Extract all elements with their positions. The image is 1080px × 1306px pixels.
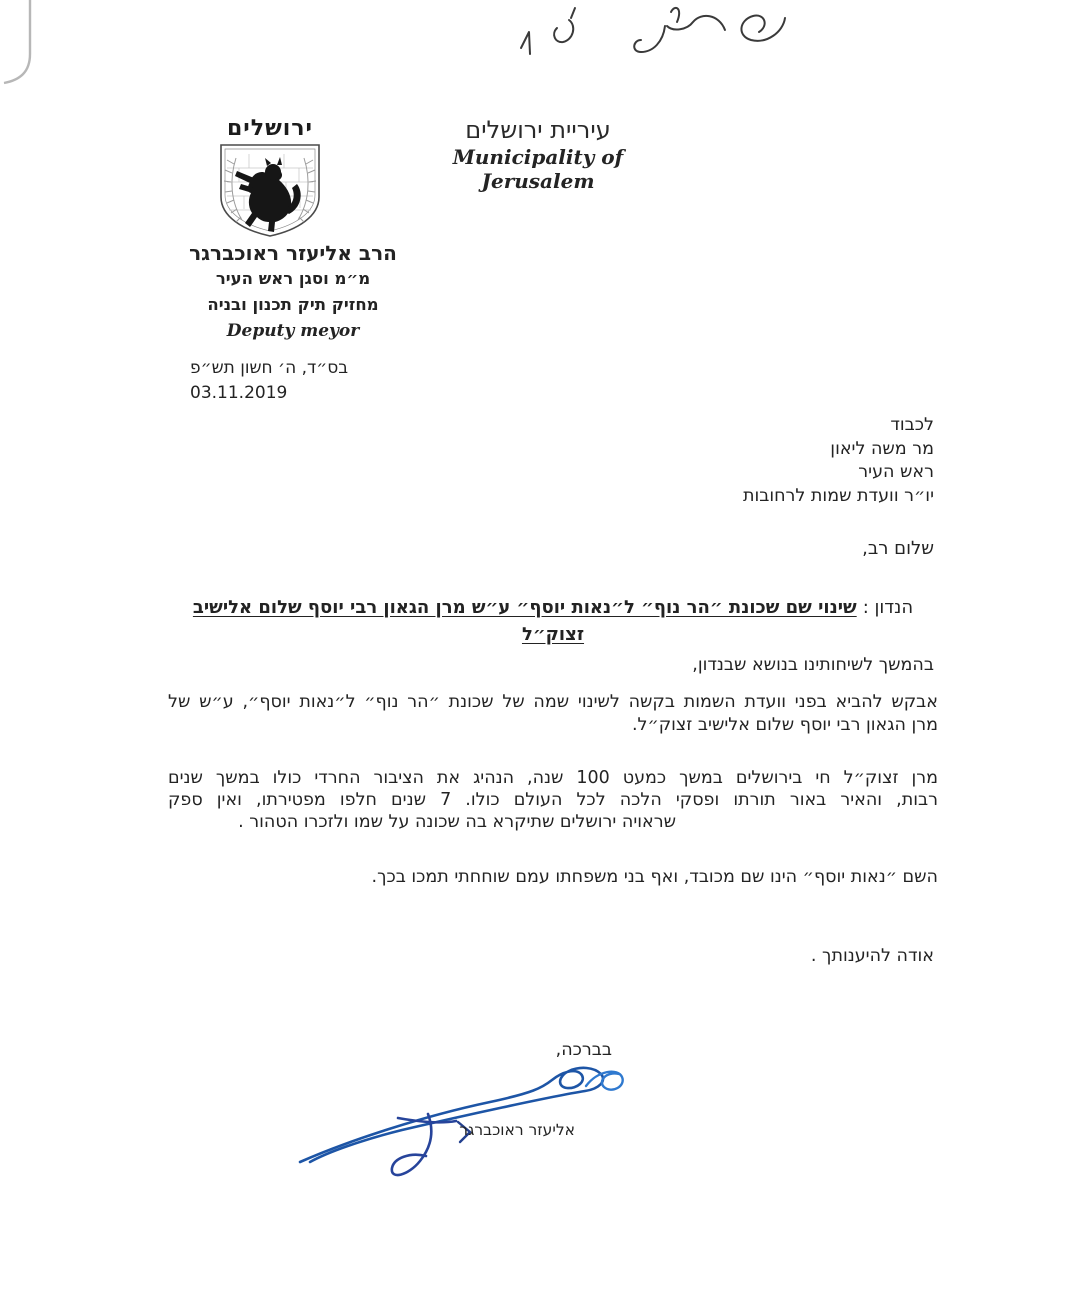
subject-label: הנדון : (862, 597, 914, 618)
official-letterhead (168, 240, 418, 344)
official-role-1: מ״מ וסגן ראש העיר (215, 269, 371, 288)
org-header (398, 116, 678, 193)
handwritten-note (425, 2, 795, 64)
paragraph-2-line-3: שראויה ירושלים שתיקרא בה שכונה על שמו ולזכרו הטהור . (238, 812, 676, 832)
signoff: בברכה, (555, 1040, 612, 1060)
subject-text-1: שינוי שם שכונת ״הר נוף״ ל״נאות יוסף״ ע״ש מרן הגאון רבי יוסף שלום אלישיב (192, 597, 857, 618)
paragraph-2 (168, 767, 938, 833)
subject-line-2 (166, 621, 940, 648)
paragraph-1-line-1: אבקש להביא בפני וועדת השמות בקשה לשינוי שמה של שכונת ״הר נוף״ ל״נאות יוסף״, ע״ש של (168, 692, 938, 712)
signer-name: אליעזר ראוכברגר (459, 1121, 575, 1139)
scan-artifact-line (0, 0, 44, 96)
subject-line-1 (166, 594, 940, 621)
date-hebrew: בס״ד, ה׳ חשון תש״פ (190, 358, 349, 378)
recipient-block (743, 414, 934, 508)
org-name-english: Municipality of Jerusalem (452, 145, 624, 193)
jerusalem-emblem-icon (214, 142, 326, 238)
subject-text-2: זצוק״ל (521, 624, 585, 645)
greeting: שלום רב, (862, 538, 934, 559)
date-block (190, 356, 348, 406)
org-name-hebrew: עיריית ירושלים (465, 116, 611, 144)
jerusalem-emblem-block (202, 116, 338, 238)
paragraph-1 (168, 691, 938, 737)
emblem-caption: ירושלים (226, 116, 314, 141)
official-name: הרב אליעזר ראוכברגר (189, 241, 397, 265)
date-civil: 03.11.2019 (190, 383, 288, 403)
official-role-2: מחזיק תיק תכנון ובניה (207, 295, 379, 314)
subject-block (166, 594, 940, 648)
recipient-name: מר משה ליאון (830, 438, 934, 459)
recipient-title-2: יו״ר וועדת שמות לרחובות (742, 485, 934, 506)
recipient-title-1: ראש העיר (858, 462, 934, 482)
paragraph-2-line-2: רבות, והאיר באור תורתו ופסקי הלכה לכל העולם כולו. 7 שנים חלפו מפטירתו, ואין ספק (168, 790, 938, 810)
recipient-honorific: לכבוד (890, 415, 934, 435)
paragraph-3: השם ״נאות יוסף״ הינו שם מכובד, ואף בני משפחתו עמם שוחחתי תמכו בכך. (371, 867, 938, 887)
paragraph-1-line-2: מרן הגאון רבי יוסף שלום אלישיב זצוק״ל. (631, 715, 938, 735)
intro-line: בהמשך לשיחותינו בנושא שבנדון, (692, 655, 934, 675)
official-role-english: Deputy meyor (226, 321, 360, 341)
closing-line: אודה להיענותך . (810, 946, 934, 966)
paragraph-2-line-1: מרן זצוק״ל חי בירושלים במשך כמעט 100 שנה, הנהיג את הציבור החרדי כולו במשך שנים (168, 768, 938, 788)
